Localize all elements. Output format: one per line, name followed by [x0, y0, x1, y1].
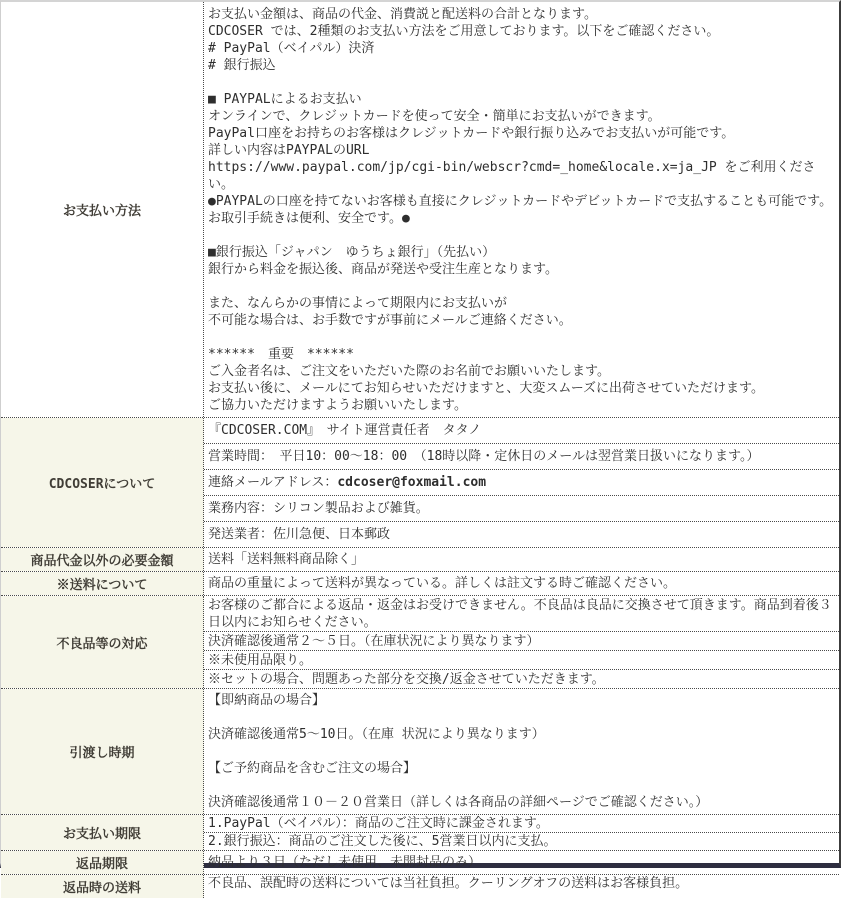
text-line: お支払い金額は、商品の代金、消費説と配送料の合計となります。 — [208, 7, 597, 22]
text-line: 1.PayPal（ベイパル）：商品のご注文時に課金されます。 — [208, 816, 549, 831]
text-line: ****** 重要 ****** — [208, 347, 354, 362]
policy-cell — [204, 443, 839, 469]
row-header-label: 返品時の送料 — [62, 881, 141, 896]
policy-row-return-deadline — [1, 850, 839, 874]
policy-row-extra-fees — [1, 547, 839, 571]
text-line: 決済確認後通常２～５日。（在庫状況により異なります） — [208, 634, 540, 649]
row-content-payment-method — [204, 2, 839, 417]
row-header-payment-method — [1, 2, 204, 417]
text-line: ■銀行振込「ジャパン ゆうちょ銀行」（先払い） — [208, 245, 496, 260]
text-line: 不良品、誤配時の送料については当社負担。クーリングオフの送料はお客様負担。 — [208, 876, 689, 891]
text-line: # PayPal（ベイパル）決済 — [208, 41, 375, 56]
text-line: 不可能な場合は、お手数ですが事前にメールご連絡ください。 — [208, 313, 572, 328]
row-content-about-cdcoser — [204, 418, 839, 547]
row-content-extra-fees — [204, 548, 839, 571]
text-line: 2.銀行振込：商品のご注文した後に、5営業日以内に支払。 — [208, 834, 557, 849]
policy-row-return-shipping-cost — [1, 874, 839, 898]
row-content-defective-items — [204, 596, 839, 688]
policy-cell — [204, 650, 839, 669]
policy-row-delivery-time — [1, 688, 839, 814]
policy-cell — [204, 469, 839, 495]
contact-email-address: cdcoser@foxmail.com — [337, 475, 487, 490]
text-line: ご入金者名は、ご注文をいただいた際のお名前でお願いいたします。 — [208, 364, 610, 379]
row-header-delivery-time — [1, 689, 204, 814]
policy-cell — [204, 2, 839, 417]
row-header-payment-deadline — [1, 815, 204, 850]
policy-cell — [204, 669, 839, 688]
policy-row-about-cdcoser — [1, 417, 839, 547]
row-content-return-deadline — [204, 851, 839, 874]
text-line: また、なんらかの事情によって期限内にお支払いが — [208, 296, 508, 311]
text-line: 業務内容：シリコン製品および雑貨。 — [208, 501, 429, 516]
row-header-extra-fees — [1, 548, 204, 571]
text-line: 営業時間： 平日10：00～18：00 （18時以降・定休日のメールは翌営業日扱いになります。） — [208, 449, 760, 464]
text-line: 商品の重量によって送料が異なっている。詳しくは註文する時ご確認ください。 — [208, 576, 677, 591]
text-line: 決済確認後通常5～10日。（在庫 状況により異なります） — [208, 727, 545, 742]
policy-cell — [204, 521, 839, 547]
text-line: 決済確認後通常１０－２０営業日（詳しくは各商品の詳細ページでご確認ください。） — [208, 795, 709, 810]
row-header-return-deadline — [1, 851, 204, 874]
text-line — [208, 278, 835, 295]
row-header-label: 返品期限 — [75, 857, 128, 872]
row-header-label: CDCOSERについて — [48, 477, 156, 492]
text-line: https://www.paypal.com/jp/cgi-bin/webscr?cmd=_home&locale.x=ja_JP をご利用ください。 — [208, 160, 816, 192]
policy-cell — [204, 631, 839, 650]
text-line: 銀行から料金を振込後、商品が発送や受注生産となります。 — [208, 262, 558, 277]
row-header-label: 不良品等の対応 — [56, 636, 148, 652]
row-content-delivery-time — [204, 689, 839, 814]
policy-row-payment-deadline — [1, 814, 839, 850]
text-line — [208, 743, 835, 760]
text-line: ※未使用品限り。 — [208, 653, 313, 668]
text-line: ご協力いただけますようお願いいたします。 — [208, 398, 467, 413]
row-content-return-shipping-cost — [204, 875, 839, 898]
policy-cell — [204, 689, 839, 814]
policy-cell — [204, 875, 839, 898]
row-header-label: 引渡し時期 — [69, 746, 135, 761]
text-line — [208, 227, 835, 244]
text-line: ●PAYPALの口座を持てないお客様も直接にクレジットカードやデビットカードで支払することも可能です。 — [208, 194, 833, 209]
row-header-defective-items — [1, 596, 204, 688]
policy-cell — [204, 418, 839, 443]
policy-cell — [204, 832, 839, 850]
text-line — [208, 329, 835, 346]
policy-row-shipping-note — [1, 571, 839, 595]
text-line: # 銀行振込 — [208, 58, 276, 73]
text-line: お客様のご都合による返品・返金はお受けできません。不良品は良品に交換させて頂きます。商品到着後３日以内にお知らせください。 — [208, 598, 832, 630]
policy-cell — [204, 815, 839, 832]
row-content-payment-deadline — [204, 815, 839, 850]
row-header-label: ※送料について — [56, 578, 148, 593]
policy-cell — [204, 495, 839, 521]
row-header-label: 商品代金以外の必要金額 — [30, 554, 174, 569]
text-line: 発送業者：佐川急便、日本郵政 — [208, 527, 391, 542]
policy-cell — [204, 572, 839, 595]
row-header-shipping-note — [1, 572, 204, 595]
text-line: CDCOSER では、2種類のお支払い方法をご用意しております。以下をご確認ください。 — [208, 24, 720, 39]
text-line: PayPal口座をお持ちのお客様はクレジットカードや銀行振り込みでお支払いが可能です。 — [208, 126, 735, 141]
row-header-label: お支払い方法 — [62, 204, 141, 219]
text-line: 【即納商品の場合】 — [208, 693, 326, 708]
policy-cell — [204, 851, 839, 874]
text-line: 【ご予約商品を含むご注文の場合】 — [208, 761, 417, 776]
policy-row-payment-method — [1, 2, 839, 417]
text-line — [208, 709, 835, 726]
text-line: 納品より３日（ただし未使用、未開封品のみ） — [208, 855, 482, 870]
row-header-return-shipping-cost — [1, 875, 204, 898]
policy-cell — [204, 548, 839, 571]
text-line: ■ PAYPALによるお支払い — [208, 92, 362, 107]
row-header-label: お支払い期限 — [62, 827, 141, 842]
text-line: オンラインで、クレジットカードを使って安全・簡単にお支払いができます。 — [208, 109, 661, 124]
row-header-about-cdcoser — [1, 418, 204, 547]
text-line — [208, 777, 835, 794]
policy-row-defective-items — [1, 595, 839, 688]
text-line — [208, 74, 835, 91]
text-line: 送料「送料無料商品除く」 — [208, 552, 365, 567]
text-line: お支払い後に、メールにてお知らせいただけますと、大変スムーズに出荷させていただけます。 — [208, 381, 765, 396]
contact-email-label: 連絡メールアドレス： — [208, 475, 338, 490]
contact-email-line — [208, 474, 835, 491]
text-line: ※セットの場合、問題あった部分を交換/返金させていただきます。 — [208, 672, 605, 687]
text-line: 『CDCOSER.COM』 サイト運営責任者 タタノ — [208, 423, 482, 438]
row-content-shipping-note — [204, 572, 839, 595]
policy-cell — [204, 596, 839, 631]
text-line: 詳しい内容はPAYPALのURL — [208, 143, 370, 158]
text-line: お取引手続きは便利、安全です。● — [208, 211, 410, 226]
